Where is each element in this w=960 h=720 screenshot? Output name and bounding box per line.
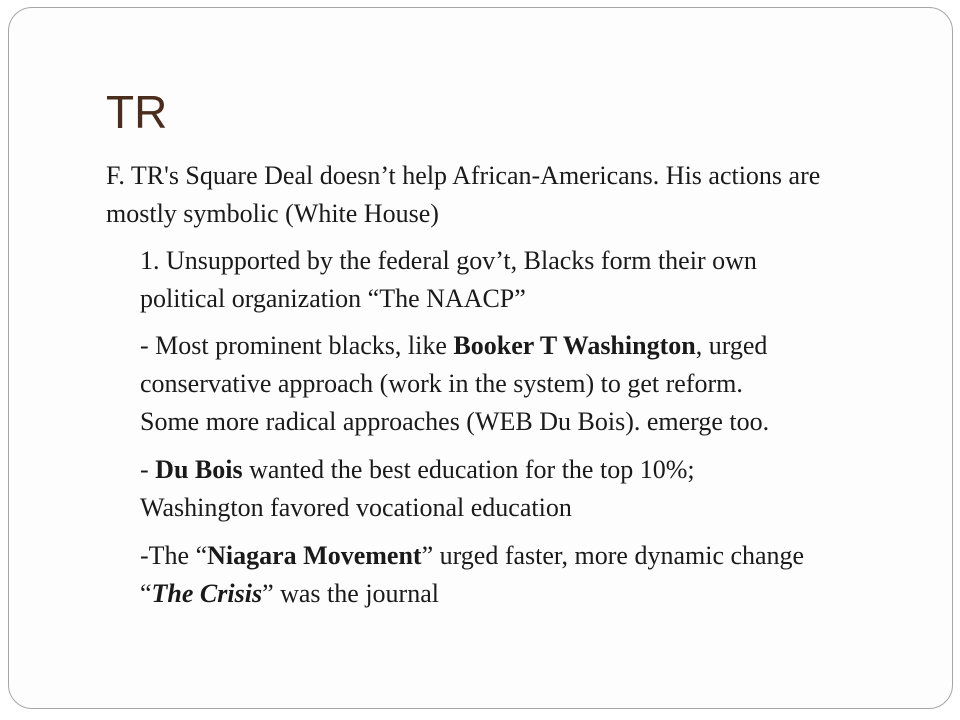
text-line: Some more radical approaches (WEB Du Bois). emerge too. bbox=[140, 407, 770, 436]
text-line: political organization “The NAACP” bbox=[140, 284, 526, 313]
text-line bbox=[140, 537, 805, 575]
text-run: “ bbox=[140, 579, 152, 608]
text-run: wanted the best education for the top 10%; bbox=[242, 455, 695, 484]
paragraph-booker-t-washington bbox=[140, 327, 769, 441]
bold-name-niagara-movement: Niagara Movement bbox=[207, 541, 422, 570]
text-run: ” urged faster, more dynamic change bbox=[421, 541, 805, 570]
text-line bbox=[140, 327, 769, 365]
text-line bbox=[140, 451, 695, 489]
journal-title-the-crisis: The Crisis bbox=[151, 579, 263, 608]
text-run: ” was the journal bbox=[262, 579, 439, 608]
text-line bbox=[140, 575, 804, 613]
text-line: mostly symbolic (White House) bbox=[106, 199, 439, 228]
text-run: , urged bbox=[695, 331, 768, 360]
slide-title: TR bbox=[106, 86, 168, 138]
paragraph-square-deal bbox=[106, 157, 820, 233]
text-line: F. TR's Square Deal doesn’t help African-Americans. His actions are bbox=[106, 161, 821, 190]
text-line: 1. Unsupported by the federal gov’t, Blacks form their own bbox=[140, 246, 757, 275]
bold-name-booker-t-washington: Booker T Washington bbox=[453, 331, 696, 360]
paragraph-du-bois bbox=[140, 451, 695, 527]
text-run: - bbox=[140, 455, 156, 484]
text-line: conservative approach (work in the system) to get reform. bbox=[140, 369, 743, 398]
paragraph-naacp bbox=[140, 242, 757, 318]
text-line: Washington favored vocational education bbox=[140, 493, 572, 522]
paragraph-niagara-movement bbox=[140, 537, 804, 613]
text-run: - Most prominent blacks, like bbox=[140, 331, 454, 360]
text-run: -The “ bbox=[140, 541, 208, 570]
bold-name-du-bois: Du Bois bbox=[155, 455, 243, 484]
